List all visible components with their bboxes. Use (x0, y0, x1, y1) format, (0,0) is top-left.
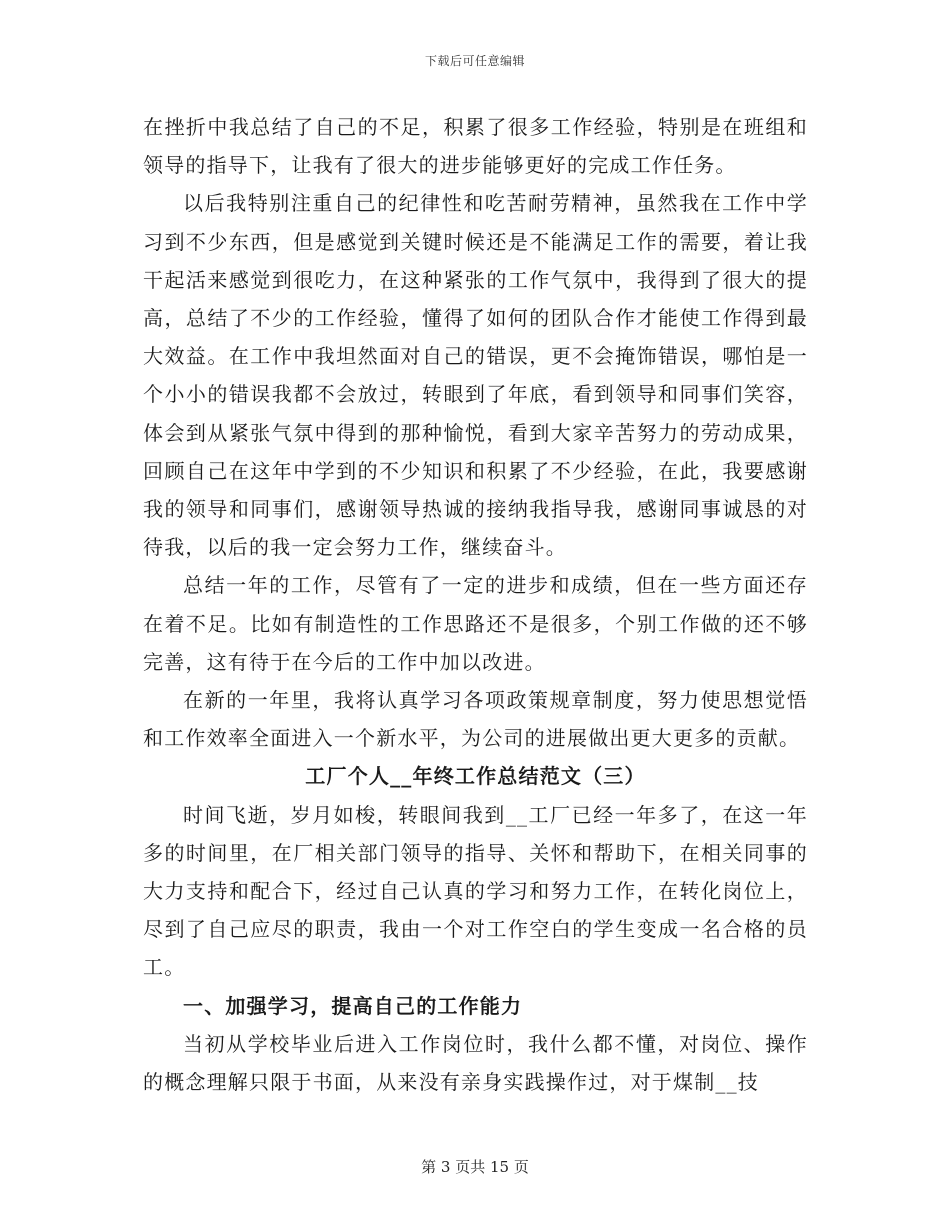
page-number: 第 3 页共 15 页 (421, 1158, 529, 1176)
paragraph-2: 以后我特别注重自己的纪律性和吃苦耐劳精神，虽然我在工作中学习到不少东西，但是感觉到关键时候还是不能满足工作的需要，着让我干起活来感觉到很吃力，在这种紧张的工作气氛中，我得到了很大的提高，总结了不少的工作经验，懂得了如何的团队合作才能使工作得到最大效益。在工作中我坦然面对自己的错误，更不会掩饰错误，哪怕是一个小小的错误我都不会放过，转眼到了年底，看到领导和同事们笑容，体会到从紧张气氛中得到的那种愉悦，看到大家辛苦努力的劳动成果，回顾自己在这年中学到的不少知识和积累了不少经验，在此，我要感谢我的领导和同事们，感谢领导热诚的接纳我指导我，感谢同事诚恳的对待我，以后的我一定会努力工作，继续奋斗。 (143, 191, 808, 560)
paragraph-1: 在挫折中我总结了自己的不足，积累了很多工作经验，特别是在班组和领导的指导下，让我有了很大的进步能够更好的完成工作任务。 (143, 115, 808, 178)
sub-heading: 一、加强学习，提高自己的工作能力 (183, 993, 523, 1018)
paragraph-4: 在新的一年里，我将认真学习各项政策规章制度，努力使思想觉悟和工作效率全面进入一个新水平，为公司的进展做出更大更多的贡献。 (143, 688, 808, 751)
page-header-note: 下载后可任意编辑 (424, 54, 525, 68)
section-title: 工厂个人__年终工作总结范文（三） (305, 764, 646, 789)
last-paragraph: 当初从学校毕业后进入工作岗位时，我什么都不懂，对岗位、操作的概念理解只限于书面，从来没有亲身实践操作过，对于煤制__技 (143, 1031, 808, 1095)
paragraph-3: 总结一年的工作，尽管有了一定的进步和成绩，但在一些方面还存在着不足。比如有制造性的工作思路还不是很多，个别工作做的还不够完善，这有待于在今后的工作中加以改进。 (143, 573, 808, 674)
document-body (143, 108, 808, 1101)
section-paragraph: 时间飞逝，岁月如梭，转眼间我到__工厂已经一年多了，在这一年多的时间里，在厂相关部门领导的指导、关怀和帮助下，在相关同事的大力支持和配合下，经过自己认真的学习和努力工作，在转化岗位上，尽到了自己应尽的职责，我由一个对工作空白的学生变成一名合格的员工。 (143, 802, 808, 980)
